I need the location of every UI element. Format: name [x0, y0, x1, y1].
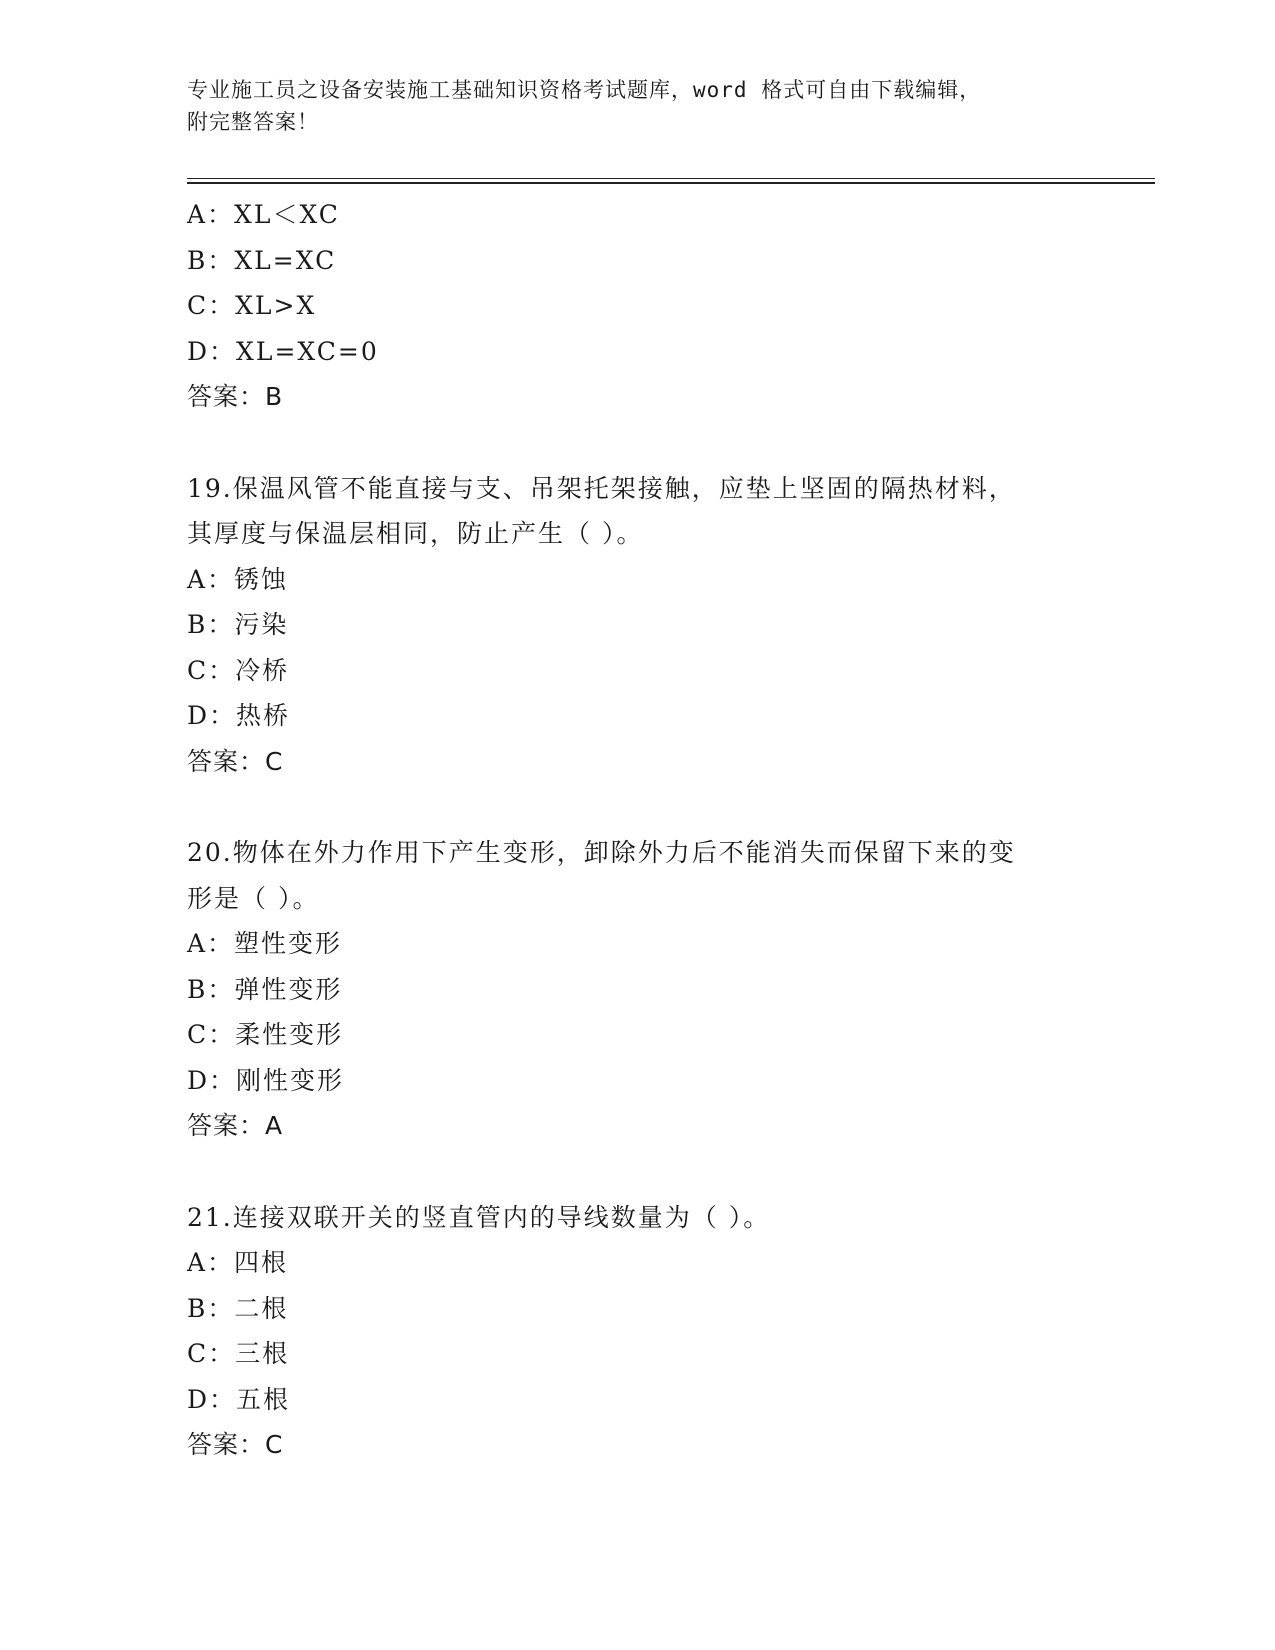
q20-stem-line-2: 形是（ ）。 [187, 883, 320, 913]
header-line-2: 附完整答案！ [187, 110, 319, 134]
q20-answer: 答案：A [187, 1111, 284, 1140]
q20-option-b: B：弹性变形 [187, 974, 343, 1004]
q20-option-a: A：塑性变形 [187, 929, 343, 958]
q19-stem-line-1: 19.保温风管不能直接与支、吊架托架接触，应垫上坚固的隔热材料， [187, 473, 1016, 503]
question-20 [187, 830, 1152, 1149]
q20-option-d: D：刚性变形 [187, 1065, 345, 1095]
header-divider [187, 178, 1155, 184]
document-header [187, 0, 1152, 138]
q21-option-a: A：四根 [187, 1248, 289, 1277]
q18-answer: 答案：B [187, 382, 284, 411]
header-line-1: 专业施工员之设备安装施工基础知识资格考试题库，word 格式可自由下载编辑， [187, 78, 982, 102]
question-19 [187, 466, 1152, 785]
question-18 [187, 192, 1152, 420]
q19-answer: 答案：C [187, 746, 284, 776]
q19-stem-line-2: 其厚度与保温层相同，防止产生（ ）。 [187, 519, 644, 548]
q19-option-c: C：冷桥 [187, 655, 290, 685]
q21-answer: 答案：C [187, 1430, 284, 1459]
q19-option-a: A：锈蚀 [187, 564, 289, 594]
q18-option-d: D：XL=XC=0 [187, 336, 379, 366]
question-list [187, 192, 1152, 1468]
q18-option-c: C：XL>X [187, 291, 317, 320]
document-page [187, 0, 1152, 1468]
q19-option-b: B：污染 [187, 610, 289, 639]
q21-option-b: B：二根 [187, 1293, 289, 1323]
question-21 [187, 1195, 1152, 1468]
q18-option-a: A：XL＜XC [187, 200, 340, 229]
q18-option-b: B：XL=XC [187, 245, 337, 275]
q21-option-d: D：五根 [187, 1384, 291, 1414]
q21-stem-line-1: 21.连接双联开关的竖直管内的导线数量为（ ）。 [187, 1202, 771, 1232]
q21-option-c: C：三根 [187, 1339, 290, 1368]
q19-option-d: D：热桥 [187, 701, 291, 730]
q20-option-c: C：柔性变形 [187, 1020, 344, 1049]
q20-stem-line-1: 20.物体在外力作用下产生变形，卸除外力后不能消失而保留下来的变 [187, 838, 1016, 867]
